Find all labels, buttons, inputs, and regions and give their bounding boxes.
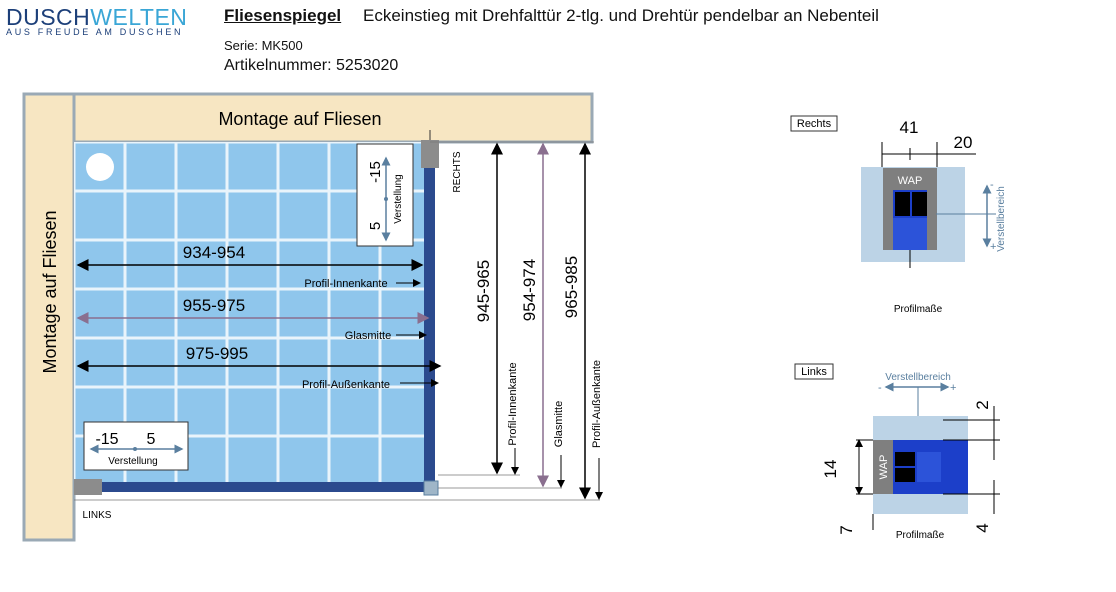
detail-rechts-title: Rechts — [796, 118, 832, 130]
vdim-2-label: Glasmitte — [553, 400, 565, 448]
detail-rechts-wap: WAP — [897, 175, 923, 187]
detail-rechts-caption: Profilmaße — [893, 304, 943, 315]
adjust-right-minus: -15 — [367, 161, 384, 183]
hdim-1-label: Profil-Innenkante — [304, 278, 388, 290]
hdim-2-value: 955-975 — [182, 296, 246, 315]
detail-links-wap: WAP — [878, 454, 890, 480]
article-number: Artikelnummer: 5253020 — [224, 57, 399, 74]
rechts-label: RECHTS — [452, 151, 463, 193]
wall-top-label: Montage auf Fliesen — [218, 109, 382, 129]
detail-links-plus: + — [950, 382, 957, 394]
brand-tagline: AUS FREUDE AM DUSCHEN — [6, 27, 184, 37]
detail-links-minus: - — [878, 382, 882, 394]
page-title: Fliesenspiegel — [224, 6, 342, 25]
detail-links-dim-bottom-left: 7 — [837, 525, 856, 535]
detail-rechts-plus: + — [990, 241, 997, 253]
adjust-right-plus: 5 — [367, 221, 384, 231]
detail-links — [795, 364, 1000, 541]
detail-links-caption: Profilmaße — [895, 530, 945, 541]
vdim-1-value: 945-965 — [474, 259, 493, 323]
wall-anchor-right — [421, 140, 439, 168]
hdim-2-label: Glasmitte — [344, 330, 392, 342]
profile-right — [424, 140, 435, 492]
hdim-3-label: Profil-Außenkante — [301, 379, 391, 391]
wall-anchor-bottom — [74, 479, 102, 495]
detail-links-range: Verstellbereich — [885, 372, 951, 383]
vdim-3-value: 965-985 — [562, 255, 581, 319]
detail-links-dim-top: 2 — [973, 400, 992, 410]
adjust-bottom-label: Verstellung — [108, 456, 158, 467]
detail-rechts-minus: - — [990, 179, 994, 191]
page-subtitle: Eckeinstieg mit Drehfalttür 2-tlg. und Drehtür pendelbar an Nebenteil — [363, 6, 879, 25]
drain-icon — [86, 153, 114, 181]
series-label: Serie: MK500 — [224, 38, 303, 53]
brand-name-part2: WELTEN — [90, 4, 188, 30]
adjust-right-label: Verstellung — [393, 174, 404, 224]
links-label: LINKS — [82, 510, 112, 521]
adjust-bottom-minus: -15 — [95, 431, 119, 448]
vdim-2-value: 954-974 — [520, 258, 539, 322]
hdim-3-value: 975-995 — [185, 344, 249, 363]
detail-rechts-dim-b: 20 — [953, 133, 973, 152]
detail-links-dim-bottom-right: 4 — [973, 523, 992, 533]
hdim-1-value: 934-954 — [182, 243, 246, 262]
detail-links-dim-height: 14 — [821, 459, 840, 479]
detail-links-title: Links — [801, 366, 827, 378]
brand-name-part1: DUSCH — [6, 4, 91, 30]
vdim-1-label: Profil-Innenkante — [507, 362, 519, 446]
adjust-box-right — [357, 144, 413, 246]
floor-plan — [24, 94, 603, 540]
corner-joint — [424, 481, 438, 495]
vdim-3-label: Profil-Außenkante — [591, 359, 603, 449]
adjust-bottom-plus: 5 — [146, 431, 156, 448]
detail-rechts — [791, 116, 1007, 315]
wall-left-label: Montage auf Fliesen — [40, 210, 60, 374]
profile-bottom — [74, 482, 436, 492]
detail-rechts-dim-a: 41 — [899, 118, 919, 137]
detail-rechts-range: Verstellbereich — [996, 186, 1007, 252]
